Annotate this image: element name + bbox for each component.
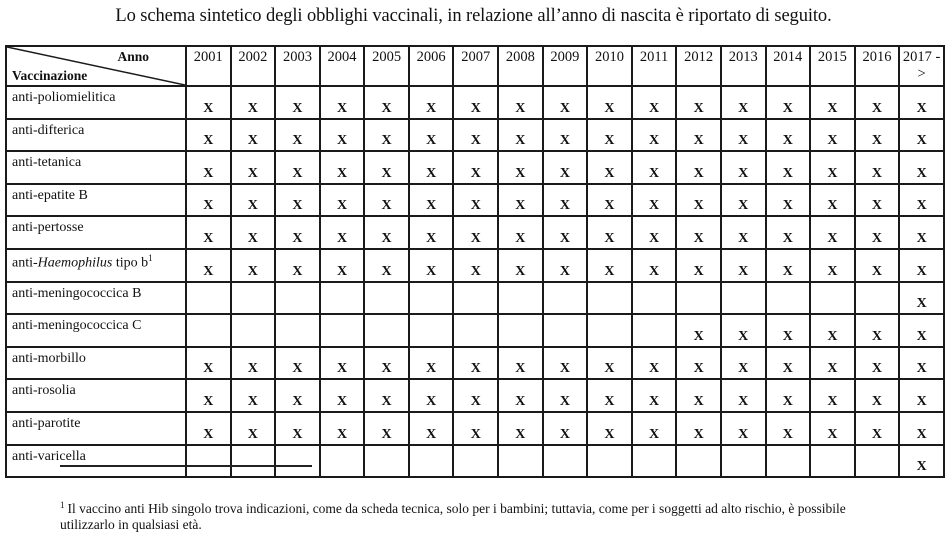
table-body: [6, 86, 944, 477]
mandatory-mark: X: [899, 249, 944, 282]
empty-cell: [855, 445, 900, 478]
mandatory-mark: X: [543, 151, 588, 184]
mandatory-mark: X: [186, 412, 231, 445]
mandatory-mark: X: [231, 216, 276, 249]
corner-header-cell: [6, 46, 186, 86]
mandatory-mark: X: [320, 151, 365, 184]
mandatory-mark: X: [632, 412, 677, 445]
year-header: 2007: [453, 46, 498, 86]
empty-cell: [676, 282, 721, 315]
mandatory-mark: X: [766, 379, 811, 412]
empty-cell: [275, 314, 320, 347]
mandatory-mark: X: [766, 119, 811, 152]
mandatory-mark: X: [855, 184, 900, 217]
mandatory-mark: X: [587, 119, 632, 152]
mandatory-mark: X: [453, 119, 498, 152]
mandatory-mark: X: [409, 184, 454, 217]
mandatory-mark: X: [899, 379, 944, 412]
mandatory-mark: X: [231, 249, 276, 282]
mandatory-mark: X: [766, 86, 811, 119]
mandatory-mark: X: [899, 184, 944, 217]
mandatory-mark: X: [543, 86, 588, 119]
mandatory-mark: X: [409, 86, 454, 119]
mandatory-mark: X: [632, 347, 677, 380]
mandatory-mark: X: [320, 412, 365, 445]
empty-cell: [587, 314, 632, 347]
mandatory-mark: X: [543, 216, 588, 249]
mandatory-mark: X: [587, 151, 632, 184]
empty-cell: [186, 314, 231, 347]
footnote: [60, 497, 880, 533]
mandatory-mark: X: [498, 119, 543, 152]
mandatory-mark: X: [899, 445, 944, 478]
mandatory-mark: X: [899, 216, 944, 249]
mandatory-mark: X: [275, 86, 320, 119]
mandatory-mark: X: [632, 379, 677, 412]
year-header: 2012: [676, 46, 721, 86]
mandatory-mark: X: [721, 249, 766, 282]
mandatory-mark: X: [364, 216, 409, 249]
vaccine-name-suffix: tipo b: [112, 255, 149, 271]
mandatory-mark: X: [632, 216, 677, 249]
empty-cell: [587, 445, 632, 478]
mandatory-mark: X: [543, 412, 588, 445]
mandatory-mark: X: [766, 151, 811, 184]
mandatory-mark: X: [453, 347, 498, 380]
mandatory-mark: X: [453, 379, 498, 412]
mandatory-mark: X: [676, 184, 721, 217]
mandatory-mark: X: [186, 249, 231, 282]
empty-cell: [231, 314, 276, 347]
table-row: [6, 119, 944, 152]
mandatory-mark: X: [453, 86, 498, 119]
empty-cell: [186, 445, 231, 478]
mandatory-mark: X: [810, 249, 855, 282]
vaccine-name: anti-epatite B: [6, 184, 186, 217]
mandatory-mark: X: [721, 151, 766, 184]
mandatory-mark: X: [721, 347, 766, 380]
empty-cell: [498, 314, 543, 347]
table-row: [6, 314, 944, 347]
mandatory-mark: X: [275, 412, 320, 445]
mandatory-mark: X: [543, 347, 588, 380]
empty-cell: [320, 314, 365, 347]
year-header: 2009: [543, 46, 588, 86]
mandatory-mark: X: [186, 119, 231, 152]
mandatory-mark: X: [899, 314, 944, 347]
empty-cell: [231, 282, 276, 315]
mandatory-mark: X: [409, 151, 454, 184]
mandatory-mark: X: [810, 412, 855, 445]
mandatory-mark: X: [543, 249, 588, 282]
table-row: [6, 347, 944, 380]
year-header: 2011: [632, 46, 677, 86]
mandatory-mark: X: [231, 151, 276, 184]
mandatory-mark: X: [676, 412, 721, 445]
mandatory-mark: X: [275, 249, 320, 282]
year-header: 2013: [721, 46, 766, 86]
mandatory-mark: X: [498, 249, 543, 282]
mandatory-mark: X: [186, 216, 231, 249]
mandatory-mark: X: [186, 184, 231, 217]
mandatory-mark: X: [899, 412, 944, 445]
empty-cell: [453, 314, 498, 347]
mandatory-mark: X: [231, 347, 276, 380]
empty-cell: [364, 445, 409, 478]
mandatory-mark: X: [186, 151, 231, 184]
empty-cell: [766, 445, 811, 478]
mandatory-mark: X: [676, 314, 721, 347]
mandatory-mark: X: [676, 249, 721, 282]
mandatory-mark: X: [810, 314, 855, 347]
mandatory-mark: X: [453, 184, 498, 217]
empty-cell: [453, 445, 498, 478]
mandatory-mark: X: [409, 249, 454, 282]
footnote-separator: [60, 465, 312, 467]
mandatory-mark: X: [721, 216, 766, 249]
vaccine-name: anti-meningococcica B: [6, 282, 186, 315]
empty-cell: [409, 445, 454, 478]
mandatory-mark: X: [587, 184, 632, 217]
mandatory-mark: X: [409, 347, 454, 380]
mandatory-mark: X: [855, 412, 900, 445]
mandatory-mark: X: [810, 216, 855, 249]
empty-cell: [409, 314, 454, 347]
empty-cell: [766, 282, 811, 315]
mandatory-mark: X: [721, 314, 766, 347]
table-row: [6, 412, 944, 445]
mandatory-mark: X: [498, 347, 543, 380]
empty-cell: [810, 445, 855, 478]
mandatory-mark: X: [364, 347, 409, 380]
empty-cell: [543, 282, 588, 315]
mandatory-mark: X: [275, 379, 320, 412]
mandatory-mark: X: [364, 249, 409, 282]
mandatory-mark: X: [364, 151, 409, 184]
mandatory-mark: X: [899, 151, 944, 184]
year-axis-label: Anno: [117, 49, 149, 64]
year-header: 2002: [231, 46, 276, 86]
mandatory-mark: X: [453, 249, 498, 282]
mandatory-mark: X: [498, 379, 543, 412]
vaccine-name-italic: Haemophilus: [37, 255, 113, 271]
mandatory-mark: X: [855, 119, 900, 152]
table-row: [6, 445, 944, 478]
mandatory-mark: X: [186, 379, 231, 412]
mandatory-mark: X: [632, 249, 677, 282]
mandatory-mark: X: [409, 412, 454, 445]
mandatory-mark: X: [810, 86, 855, 119]
mandatory-mark: X: [810, 184, 855, 217]
empty-cell: [364, 282, 409, 315]
mandatory-mark: X: [231, 184, 276, 217]
page-title: Lo schema sintetico degli obblighi vaccinali, in relazione all’anno di nascita è riportato di seguito.: [115, 6, 832, 26]
mandatory-mark: X: [587, 379, 632, 412]
mandatory-mark: X: [899, 119, 944, 152]
mandatory-mark: X: [632, 151, 677, 184]
mandatory-mark: X: [231, 86, 276, 119]
mandatory-mark: X: [364, 184, 409, 217]
mandatory-mark: X: [409, 216, 454, 249]
mandatory-mark: X: [320, 86, 365, 119]
vaccine-name: anti-meningococcica C: [6, 314, 186, 347]
mandatory-mark: X: [409, 379, 454, 412]
mandatory-mark: X: [587, 347, 632, 380]
mandatory-mark: X: [498, 216, 543, 249]
empty-cell: [320, 445, 365, 478]
table-row: [6, 379, 944, 412]
year-header: 2005: [364, 46, 409, 86]
mandatory-mark: X: [543, 184, 588, 217]
mandatory-mark: X: [766, 347, 811, 380]
mandatory-mark: X: [587, 216, 632, 249]
mandatory-mark: X: [364, 379, 409, 412]
mandatory-mark: X: [453, 151, 498, 184]
mandatory-mark: X: [676, 151, 721, 184]
footnote-text: Il vaccino anti Hib singolo trova indicazioni, come da scheda tecnica, solo per i bambini; tuttavia, come per i soggetti ad alto rischio, è possibile utilizzarlo in qualsiasi età.: [60, 501, 846, 532]
empty-cell: [498, 445, 543, 478]
year-header: 2015: [810, 46, 855, 86]
year-header: 2017 ->: [899, 46, 944, 86]
mandatory-mark: X: [409, 119, 454, 152]
table-row: [6, 151, 944, 184]
mandatory-mark: X: [632, 184, 677, 217]
mandatory-mark: X: [364, 412, 409, 445]
mandatory-mark: X: [186, 347, 231, 380]
mandatory-mark: X: [676, 216, 721, 249]
mandatory-mark: X: [275, 151, 320, 184]
table-row: [6, 249, 944, 282]
mandatory-mark: X: [721, 119, 766, 152]
vaccine-name-prefix: anti-: [12, 255, 38, 271]
year-header: 2008: [498, 46, 543, 86]
mandatory-mark: X: [275, 216, 320, 249]
mandatory-mark: X: [810, 151, 855, 184]
mandatory-mark: X: [899, 282, 944, 315]
empty-cell: [721, 445, 766, 478]
empty-cell: [855, 282, 900, 315]
mandatory-mark: X: [899, 86, 944, 119]
mandatory-mark: X: [275, 347, 320, 380]
mandatory-mark: X: [632, 119, 677, 152]
mandatory-mark: X: [766, 314, 811, 347]
empty-cell: [275, 282, 320, 315]
vaccine-axis-label: Vaccinazione: [12, 68, 88, 83]
mandatory-mark: X: [453, 412, 498, 445]
table-row: [6, 282, 944, 315]
mandatory-mark: X: [632, 86, 677, 119]
empty-cell: [231, 445, 276, 478]
empty-cell: [186, 282, 231, 315]
vaccination-schedule-table: [5, 45, 945, 478]
mandatory-mark: X: [766, 184, 811, 217]
mandatory-mark: X: [275, 184, 320, 217]
mandatory-mark: X: [766, 412, 811, 445]
mandatory-mark: X: [364, 86, 409, 119]
table-row: [6, 184, 944, 217]
mandatory-mark: X: [498, 412, 543, 445]
mandatory-mark: X: [498, 86, 543, 119]
empty-cell: [453, 282, 498, 315]
mandatory-mark: X: [855, 379, 900, 412]
empty-cell: [498, 282, 543, 315]
mandatory-mark: X: [676, 86, 721, 119]
mandatory-mark: X: [364, 119, 409, 152]
empty-cell: [676, 445, 721, 478]
mandatory-mark: X: [186, 86, 231, 119]
vaccine-name: [6, 249, 186, 282]
year-header: 2004: [320, 46, 365, 86]
mandatory-mark: X: [498, 184, 543, 217]
vaccine-name: anti-tetanica: [6, 151, 186, 184]
mandatory-mark: X: [721, 86, 766, 119]
mandatory-mark: X: [231, 379, 276, 412]
empty-cell: [632, 314, 677, 347]
mandatory-mark: X: [453, 216, 498, 249]
year-header: 2014: [766, 46, 811, 86]
table-row: [6, 216, 944, 249]
mandatory-mark: X: [899, 347, 944, 380]
empty-cell: [543, 445, 588, 478]
vaccine-name: anti-pertosse: [6, 216, 186, 249]
mandatory-mark: X: [275, 119, 320, 152]
empty-cell: [275, 445, 320, 478]
mandatory-mark: X: [676, 347, 721, 380]
table-row: [6, 86, 944, 119]
year-header: 2006: [409, 46, 454, 86]
empty-cell: [632, 445, 677, 478]
header-row: [6, 46, 944, 86]
mandatory-mark: X: [587, 86, 632, 119]
mandatory-mark: X: [810, 119, 855, 152]
vaccine-name: anti-morbillo: [6, 347, 186, 380]
year-header: 2010: [587, 46, 632, 86]
year-header: 2003: [275, 46, 320, 86]
empty-cell: [632, 282, 677, 315]
mandatory-mark: X: [810, 379, 855, 412]
empty-cell: [587, 282, 632, 315]
mandatory-mark: X: [855, 151, 900, 184]
empty-cell: [543, 314, 588, 347]
vaccine-name: anti-poliomielitica: [6, 86, 186, 119]
mandatory-mark: X: [320, 184, 365, 217]
mandatory-mark: X: [855, 216, 900, 249]
mandatory-mark: X: [587, 249, 632, 282]
mandatory-mark: X: [587, 412, 632, 445]
mandatory-mark: X: [766, 249, 811, 282]
mandatory-mark: X: [855, 314, 900, 347]
empty-cell: [320, 282, 365, 315]
empty-cell: [364, 314, 409, 347]
footnote-ref-marker: 1: [148, 252, 153, 263]
mandatory-mark: X: [231, 412, 276, 445]
vaccine-name: anti-difterica: [6, 119, 186, 152]
empty-cell: [810, 282, 855, 315]
empty-cell: [409, 282, 454, 315]
year-header: 2001: [186, 46, 231, 86]
empty-cell: [721, 282, 766, 315]
mandatory-mark: X: [676, 119, 721, 152]
mandatory-mark: X: [543, 119, 588, 152]
mandatory-mark: X: [855, 86, 900, 119]
mandatory-mark: X: [498, 151, 543, 184]
mandatory-mark: X: [320, 249, 365, 282]
mandatory-mark: X: [320, 379, 365, 412]
mandatory-mark: X: [320, 119, 365, 152]
mandatory-mark: X: [855, 347, 900, 380]
mandatory-mark: X: [855, 249, 900, 282]
vaccine-name: anti-rosolia: [6, 379, 186, 412]
mandatory-mark: X: [320, 216, 365, 249]
mandatory-mark: X: [810, 347, 855, 380]
mandatory-mark: X: [721, 184, 766, 217]
mandatory-mark: X: [543, 379, 588, 412]
footnote-ref: 1: [60, 500, 65, 510]
vaccine-name: anti-varicella: [6, 445, 186, 478]
mandatory-mark: X: [676, 379, 721, 412]
mandatory-mark: X: [721, 412, 766, 445]
mandatory-mark: X: [231, 119, 276, 152]
vaccine-name: anti-parotite: [6, 412, 186, 445]
mandatory-mark: X: [766, 216, 811, 249]
mandatory-mark: X: [320, 347, 365, 380]
year-header: 2016: [855, 46, 900, 86]
mandatory-mark: X: [721, 379, 766, 412]
